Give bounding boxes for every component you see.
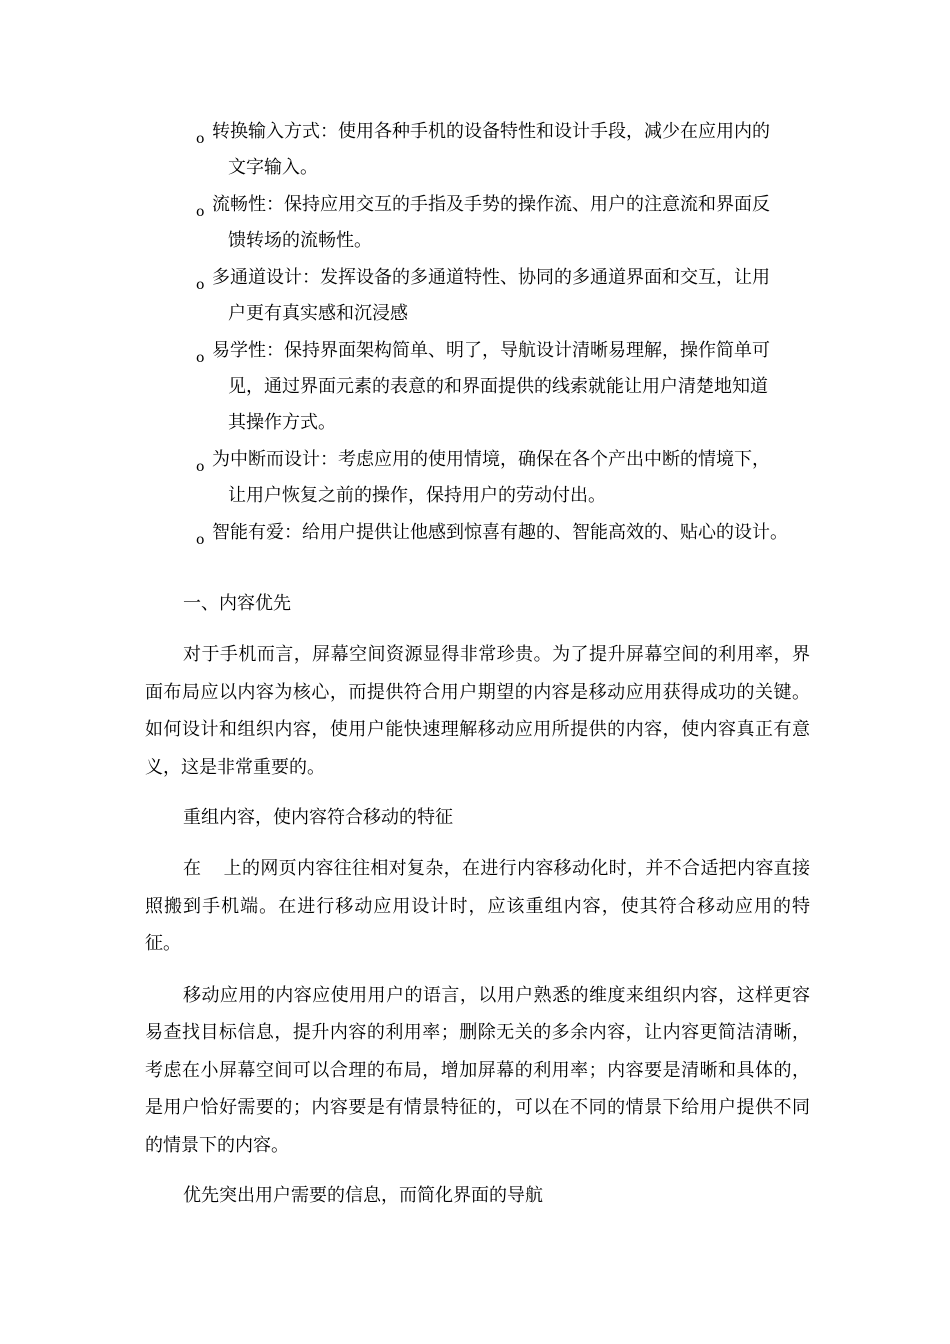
paragraph-rest: 上的网页内容往往相对复杂，在进行内容移动化时，并不合适把内容直接照搬到手机端。在进行移动应用设计时，应该重组内容，使其符合移动应用的特征。 [145,858,811,954]
bullet-circle-icon: o [196,204,205,220]
paragraph [145,850,810,963]
bullet-line: 见，通过界面元素的表意的和界面提供的线索就能让用户清楚地知道 [228,376,768,397]
bullet-line: 智能有爱：给用户提供让他感到惊喜有趣的、智能高效的、贴心的设计。 [212,522,788,543]
bullet-line: 让用户恢复之前的操作，保持用户的劳动付出。 [228,485,606,506]
bullet-circle-icon: o [196,532,205,548]
bullet-item-multichannel [196,260,816,332]
bullet-line: 为中断而设计：考虑应用的使用情境，确保在各个产出中断的情境下， [212,449,770,470]
bullet-item-learnability [196,333,816,441]
bullet-line: 易学性：保持界面架构简单、明了，导航设计清晰易理解，操作简单可 [212,340,770,361]
subheading: 重组内容，使内容符合移动的特征 [183,807,453,828]
bullet-line: 流畅性：保持应用交互的手指及手势的操作流、用户的注意流和界面反 [212,194,770,215]
bullet-line: 户更有真实感和沉浸感 [228,303,408,324]
bullet-item-fluency [196,187,816,259]
paragraph: 移动应用的内容应使用用户的语言，以用户熟悉的维度来组织内容，这样更容易查找目标信息，提升内容的利用率；删除无关的多余内容，让内容更简洁清晰，考虑在小屏幕空间可以合理的布局，增加屏幕的利用率；内容要是清晰和具体的，是用户恰好需要的；内容要是有情景特征的，可以在不同的情景下给用户提供不同的情景下的内容。 [145,984,810,1156]
bullet-line: 转换输入方式：使用各种手机的设备特性和设计手段，减少在应用内的 [212,121,770,142]
bullet-line: 文字输入。 [228,157,318,178]
section-content [145,586,810,1214]
bullet-circle-icon: o [196,350,205,366]
bullet-item-interruption [196,442,816,514]
bullet-line: 馈转场的流畅性。 [228,230,372,251]
bullet-line: 多通道设计：发挥设备的多通道特性、协同的多通道界面和交互，让用 [212,267,770,288]
paragraph-start: 在 [183,858,202,879]
bullet-item-smart [196,515,816,551]
bullet-item-input-method [196,114,816,186]
section-heading: 一、内容优先 [183,593,291,614]
bullet-circle-icon: o [196,277,205,293]
principle-bullet-list [196,114,816,552]
bullet-circle-icon: o [196,131,205,147]
subheading: 优先突出用户需要的信息，而简化界面的导航 [183,1185,543,1206]
paragraph: 对于手机而言，屏幕空间资源显得非常珍贵。为了提升屏幕空间的利用率，界面布局应以内容为核心，而提供符合用户期望的内容是移动应用获得成功的关键。如何设计和组织内容，使用户能快速理解移动应用所提供的内容，使内容真正有意义，这是非常重要的。 [145,644,810,778]
bullet-circle-icon: o [196,459,205,475]
bullet-line: 其操作方式。 [228,412,336,433]
